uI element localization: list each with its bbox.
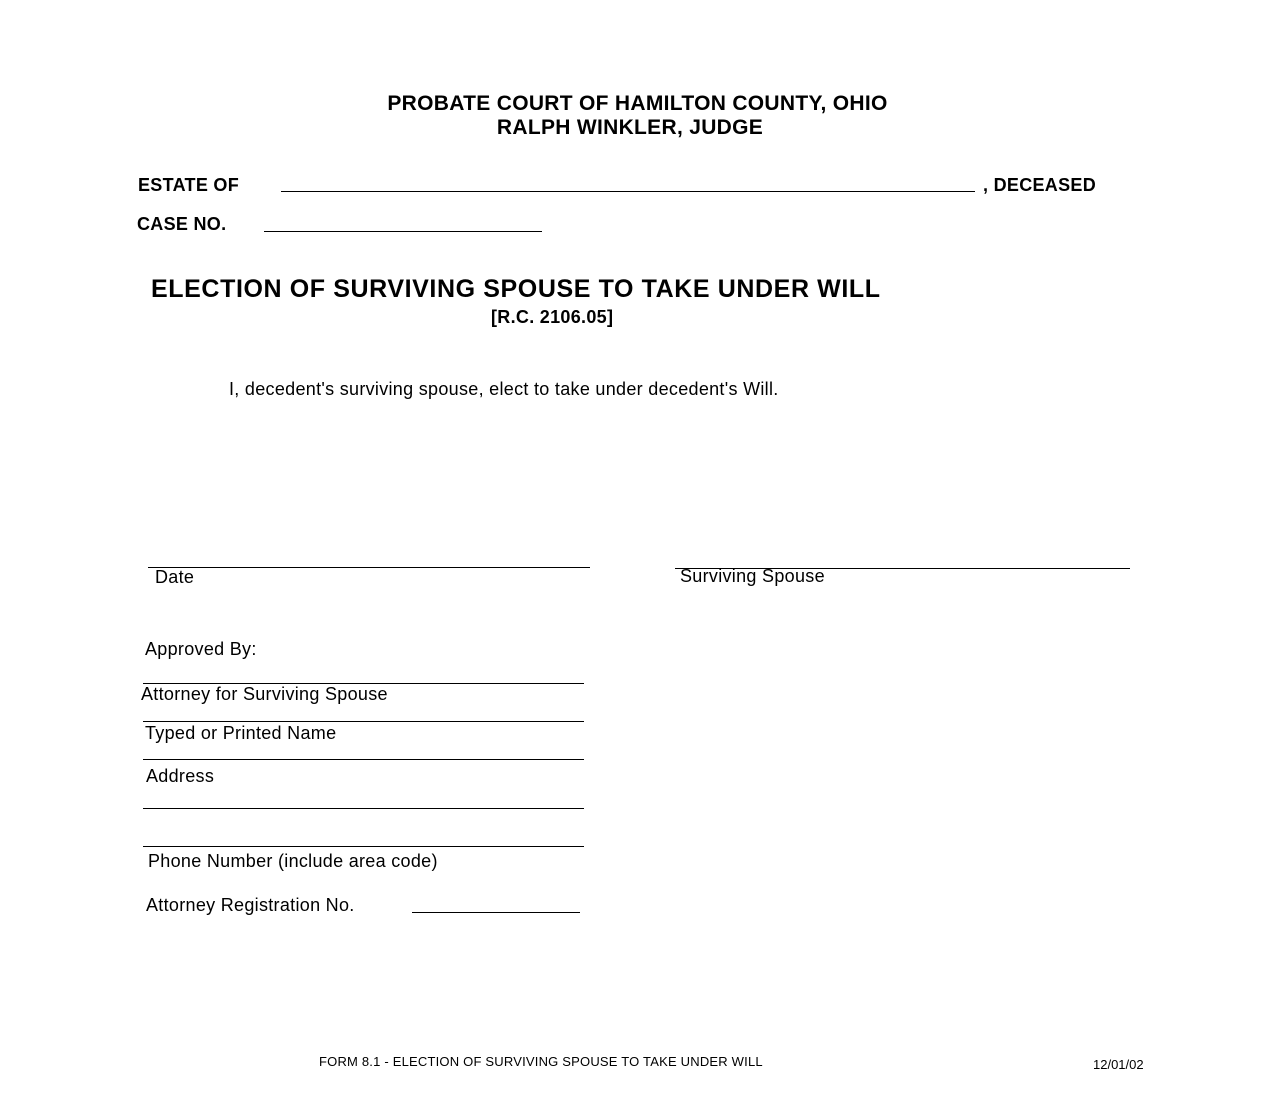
form-title: ELECTION OF SURVIVING SPOUSE TO TAKE UNDER WILL [151,275,881,303]
surviving-spouse-label: Surviving Spouse [680,566,825,586]
approved-by-label: Approved By: [145,639,257,659]
date-label: Date [155,567,195,587]
footer-form-label: FORM 8.1 - ELECTION OF SURVIVING SPOUSE TO TAKE UNDER WILL [319,1054,763,1069]
registration-label: Attorney Registration No. [146,895,355,915]
address-line-1[interactable] [143,759,584,760]
estate-of-label: ESTATE OF [138,175,240,195]
address-label: Address [146,766,215,786]
estate-name-field[interactable] [281,191,975,192]
typed-name-label: Typed or Printed Name [145,723,337,743]
case-number-label: CASE NO. [137,214,227,234]
phone-number-line[interactable] [143,846,584,847]
typed-name-line[interactable] [143,721,584,722]
address-line-2[interactable] [143,808,584,809]
registration-number-field[interactable] [412,912,580,913]
judge-name: RALPH WINKLER, JUDGE [496,116,764,139]
phone-number-label: Phone Number (include area code) [148,851,438,871]
attorney-label: Attorney for Surviving Spouse [141,684,388,704]
election-statement: I, decedent's surviving spouse, elect to take under decedent's Will. [229,379,779,399]
case-number-field[interactable] [264,231,542,232]
deceased-label: , DECEASED [983,175,1097,195]
statute-reference: [R.C. 2106.05] [491,307,614,327]
date-signature-line[interactable] [148,567,590,568]
footer-revision-date: 12/01/02 [1093,1057,1144,1072]
court-name: PROBATE COURT OF HAMILTON COUNTY, OHIO [387,92,888,115]
